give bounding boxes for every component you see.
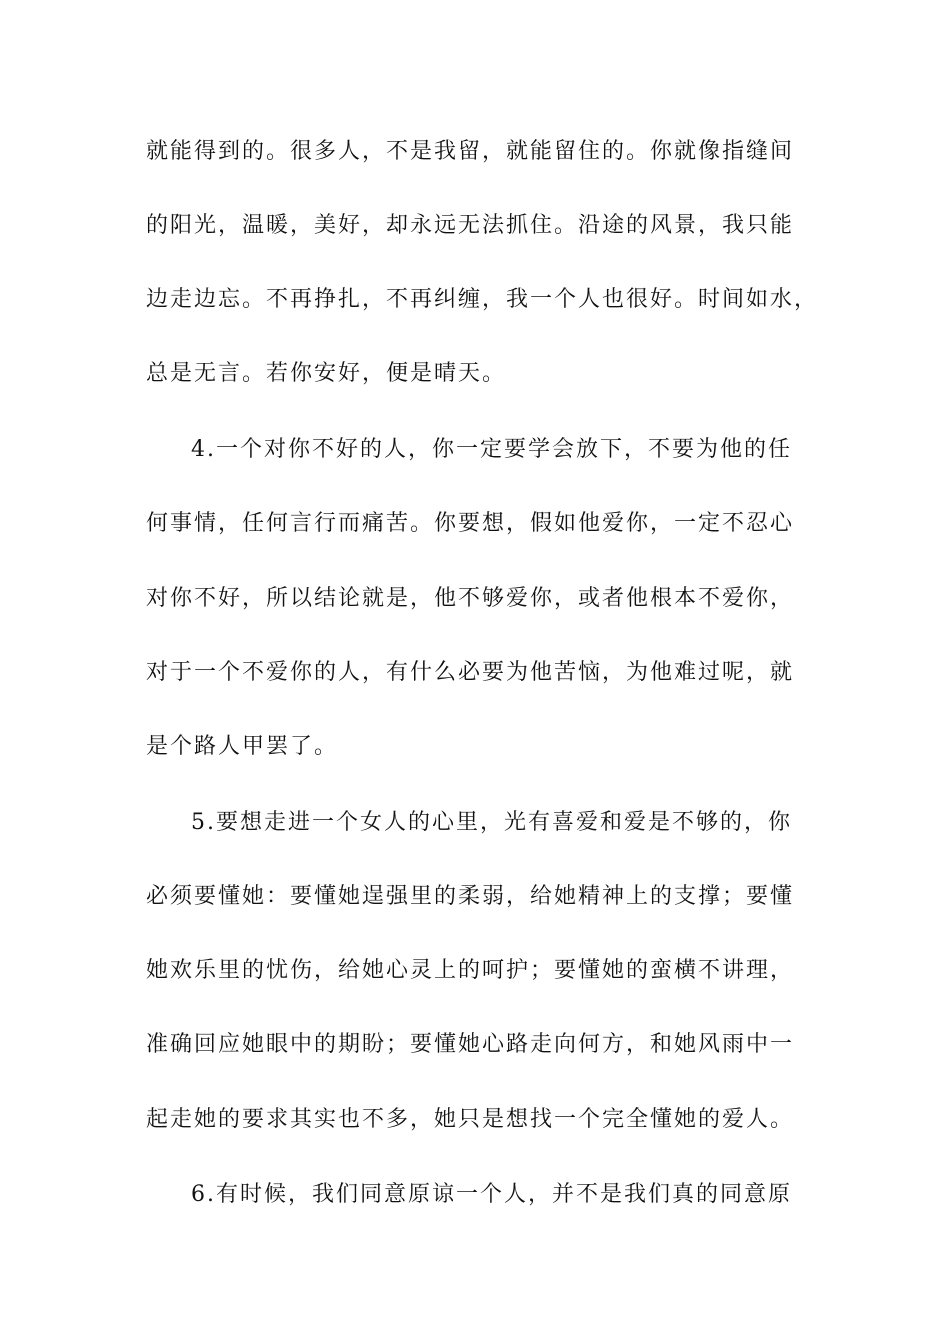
text-line: 对你不好，所以结论就是，他不够爱你，或者他根本不爱你， xyxy=(146,586,795,611)
text-line: 总是无言。若你安好，便是晴天。 xyxy=(146,361,507,386)
text-line: 何事情，任何言行而痛苦。你要想，假如他爱你，一定不忍心 xyxy=(146,511,795,536)
text-line: 是个路人甲罢了。 xyxy=(146,734,339,759)
text-line: 她欢乐里的忧伤，给她心灵上的呵护；要懂她的蛮横不讲理， xyxy=(146,958,795,983)
text-line: 的阳光，温暖，美好，却永远无法抓住。沿途的风景，我只能 xyxy=(146,213,795,238)
text-line: 准确回应她眼中的期盼；要懂她心路走向何方，和她风雨中一 xyxy=(146,1032,795,1057)
text-line: 边走边忘。不再挣扎，不再纠缠，我一个人也很好。时间如水， xyxy=(146,287,819,312)
text-line: 4.一个对你不好的人，你一定要学会放下，不要为他的任 xyxy=(191,437,792,462)
text-line: 必须要懂她：要懂她逞强里的柔弱，给她精神上的支撑；要懂 xyxy=(146,884,795,909)
text-line: 起走她的要求其实也不多，她只是想找一个完全懂她的爱人。 xyxy=(146,1107,795,1132)
text-line: 对于一个不爱你的人，有什么必要为他苦恼，为他难过呢，就 xyxy=(146,660,795,685)
text-line: 6.有时候，我们同意原谅一个人，并不是我们真的同意原 xyxy=(191,1182,792,1207)
text-line: 就能得到的。很多人，不是我留，就能留住的。你就像指缝间 xyxy=(146,139,795,164)
text-line: 5.要想走进一个女人的心里，光有喜爱和爱是不够的，你 xyxy=(191,810,792,835)
